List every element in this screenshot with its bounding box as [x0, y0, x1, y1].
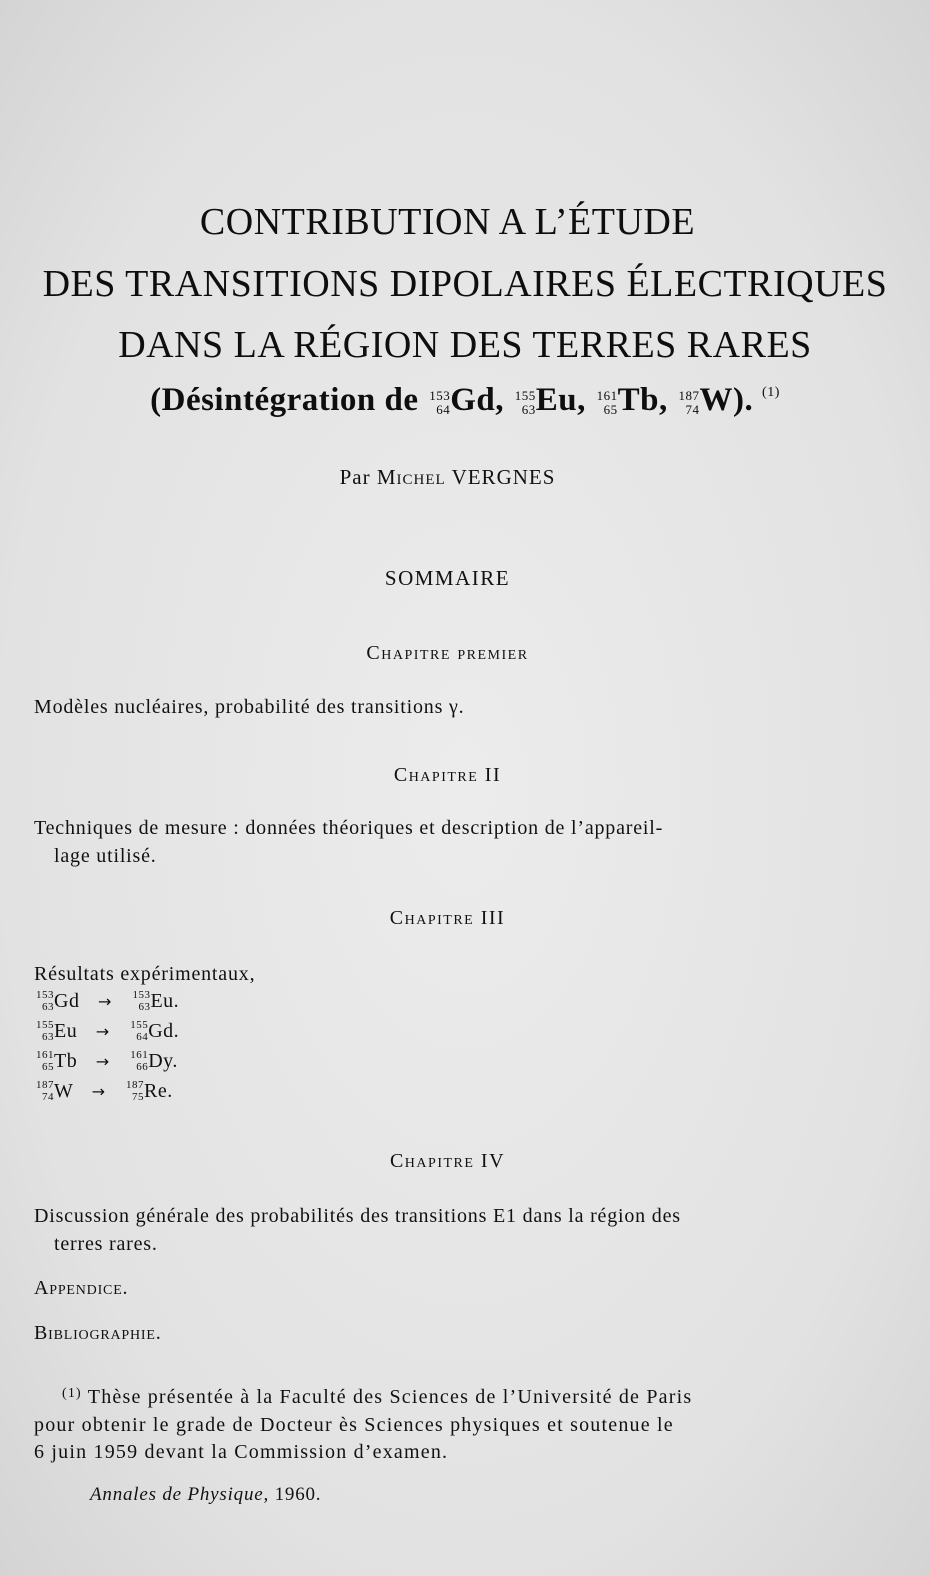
- footnote-line-3: 6 juin 1959 devant la Commission d’examen.: [34, 1441, 449, 1463]
- chapter-3-text: Résultats expérimentaux,: [34, 963, 256, 985]
- chapter-4-text-cont: terres rares.: [54, 1233, 158, 1255]
- decay-line: 153 63 Gd → 153 63 Eu.: [36, 989, 180, 1013]
- footnote-line-2: pour obtenir le grade de Docteur ès Sciences physiques et soutenue le: [34, 1414, 674, 1436]
- decay-line: 155 63 Eu → 155 64 Gd.: [36, 1019, 180, 1043]
- chapter-2-text-cont: lage utilisé.: [54, 845, 157, 867]
- chapter-4-text: Discussion générale des probabilités des transitions E1 dans la région des: [34, 1205, 681, 1227]
- author-prefix: Par: [339, 465, 371, 489]
- subtitle-prefix: (Désintégration de: [150, 382, 419, 418]
- isotope-symbol: Gd,: [450, 382, 505, 418]
- chapter-4-heading: Chapitre IV: [389, 1150, 506, 1172]
- arrow-icon: →: [95, 1022, 110, 1041]
- footnote-line-1: $^{(1)}$ Thèse présentée à la Faculté des Sciences de l’Université de Paris: [62, 1386, 693, 1408]
- isotope-symbol: Tb,: [617, 382, 668, 418]
- bibliography-label: Bibliographie.: [34, 1322, 162, 1344]
- isotope-index: 155 63: [514, 388, 536, 417]
- chapter-1-text: Modèles nucléaires, probabilité des transitions γ.: [34, 696, 465, 718]
- isotope-index: 153 64: [429, 388, 451, 417]
- summary-heading: SOMMAIRE: [384, 566, 511, 590]
- author-first-name: Michel: [376, 465, 446, 489]
- title-line-2: DES TRANSITIONS DIPOLAIRES ÉLECTRIQUES: [42, 263, 888, 305]
- footnote-marker: (1): [62, 1386, 82, 1401]
- chapter-2-heading: Chapitre II: [393, 764, 502, 786]
- isotope-index: 187 74: [678, 388, 700, 417]
- decay-line: 161 65 Tb → 161 66 Dy.: [36, 1049, 178, 1073]
- chapter-3-heading: Chapitre III: [389, 907, 506, 929]
- arrow-icon: →: [98, 992, 112, 1011]
- isotope-index: 161 65: [596, 388, 618, 417]
- chapter-1-heading: Chapitre premier: [366, 642, 529, 664]
- title-line-3: DANS LA RÉGION DES TERRES RARES: [118, 324, 812, 366]
- chapter-2-text: Techniques de mesure : données théoriques et description de l’appareil-: [34, 817, 664, 839]
- arrow-icon: →: [95, 1052, 110, 1071]
- arrow-icon: →: [91, 1082, 106, 1101]
- appendix-label: Appendice.: [34, 1277, 129, 1299]
- author-last-name: VERGNES: [451, 465, 556, 489]
- footnote-marker: (1): [762, 385, 780, 400]
- isotope-symbol: W).: [699, 382, 754, 418]
- journal-reference: Annales de Physique, 1960.: [90, 1484, 322, 1505]
- title-line-4: [0, 382, 930, 419]
- decay-line: 187 74 W → 187 75 Re.: [36, 1079, 173, 1103]
- author-line: [0, 465, 895, 490]
- isotope-symbol: Eu,: [535, 382, 586, 418]
- title-line-1: CONTRIBUTION A L’ÉTUDE: [199, 201, 696, 243]
